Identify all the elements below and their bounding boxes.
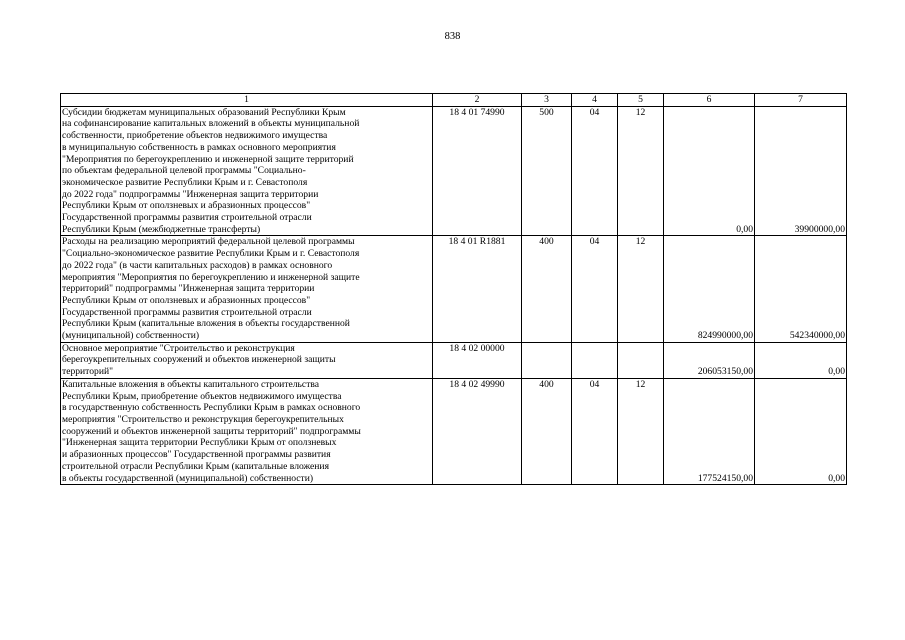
row-expense-type: 500 (522, 106, 572, 236)
row-description: Капитальные вложения в объекты капитального строительства Республики Крым, приобретение объектов недвижимого имущества в государственную собственность Республики Крым в рамках основного мероприятия "Строительство и реконструкция берегоукрепительных сооружений и объектов инженерной защиты территорий" подпрограммы "Инженерная защита территории Республики Крым от оползневых и абразионных процессов" Государственной программы развития строительной отрасли Республики Крым (капитальные вложения в объекты государственной (муниципальной) собственности) (61, 378, 433, 484)
row-section: 04 (572, 236, 618, 342)
row-amount-col7: 542340000,00 (755, 236, 847, 342)
row-subsection: 12 (618, 236, 664, 342)
row-description: Расходы на реализацию мероприятий федеральной целевой программы "Социально-экономическое развитие Республики Крым и г. Севастополя до 2022 года" (в части капитальных расходов) в рамках основного мероприятия "Мероприятия по берегоукреплению и инженерной защите территорий" подпрограммы "Инженерная защита территории Республики Крым от оползневых и абразионных процессов" Государственной программы развития строительной отрасли Республики Крым (капитальные вложения в объекты государственной (муниципальной) собственности) (61, 236, 433, 342)
table-row (61, 378, 847, 484)
table-row (61, 342, 847, 378)
column-header: 3 (522, 94, 572, 107)
row-amount-col6: 824990000,00 (664, 236, 755, 342)
row-description: Основное мероприятие "Строительство и реконструкция берегоукрепительных сооружений и объектов инженерной защиты территорий" (61, 342, 433, 378)
column-header: 5 (618, 94, 664, 107)
row-section: 04 (572, 378, 618, 484)
row-amount-col6: 177524150,00 (664, 378, 755, 484)
column-header: 1 (61, 94, 433, 107)
row-classification-code: 18 4 02 00000 (433, 342, 522, 378)
row-classification-code: 18 4 01 74990 (433, 106, 522, 236)
table-header-row (61, 94, 847, 107)
row-amount-col7: 39900000,00 (755, 106, 847, 236)
row-section (572, 342, 618, 378)
table-row (61, 236, 847, 342)
table-row (61, 106, 847, 236)
row-classification-code: 18 4 01 R1881 (433, 236, 522, 342)
row-section: 04 (572, 106, 618, 236)
row-subsection: 12 (618, 106, 664, 236)
column-header: 2 (433, 94, 522, 107)
row-amount-col6: 206053150,00 (664, 342, 755, 378)
column-header: 6 (664, 94, 755, 107)
row-expense-type: 400 (522, 236, 572, 342)
row-expense-type: 400 (522, 378, 572, 484)
row-amount-col7: 0,00 (755, 378, 847, 484)
page-number: 838 (444, 31, 461, 42)
row-amount-col6: 0,00 (664, 106, 755, 236)
column-header: 4 (572, 94, 618, 107)
row-amount-col7: 0,00 (755, 342, 847, 378)
column-header: 7 (755, 94, 847, 107)
row-expense-type (522, 342, 572, 378)
row-subsection: 12 (618, 378, 664, 484)
row-classification-code: 18 4 02 49990 (433, 378, 522, 484)
row-subsection (618, 342, 664, 378)
budget-table (60, 93, 847, 485)
row-description: Субсидии бюджетам муниципальных образований Республики Крым на софинансирование капитальных вложений в объекты муниципальной собственности, приобретение объектов недвижимого имущества в муниципальную собственность в рамках основного мероприятия "Мероприятия по берегоукреплению и инженерной защите территорий по объектам федеральной целевой программы "Социально- экономическое развитие Республики Крым и г. Севастополя до 2022 года" подпрограммы "Инженерная защита территории Республики Крым от оползневых и абразионных процессов" Государственной программы развития строительной отрасли Республики Крым (межбюджетные трансферты) (61, 106, 433, 236)
